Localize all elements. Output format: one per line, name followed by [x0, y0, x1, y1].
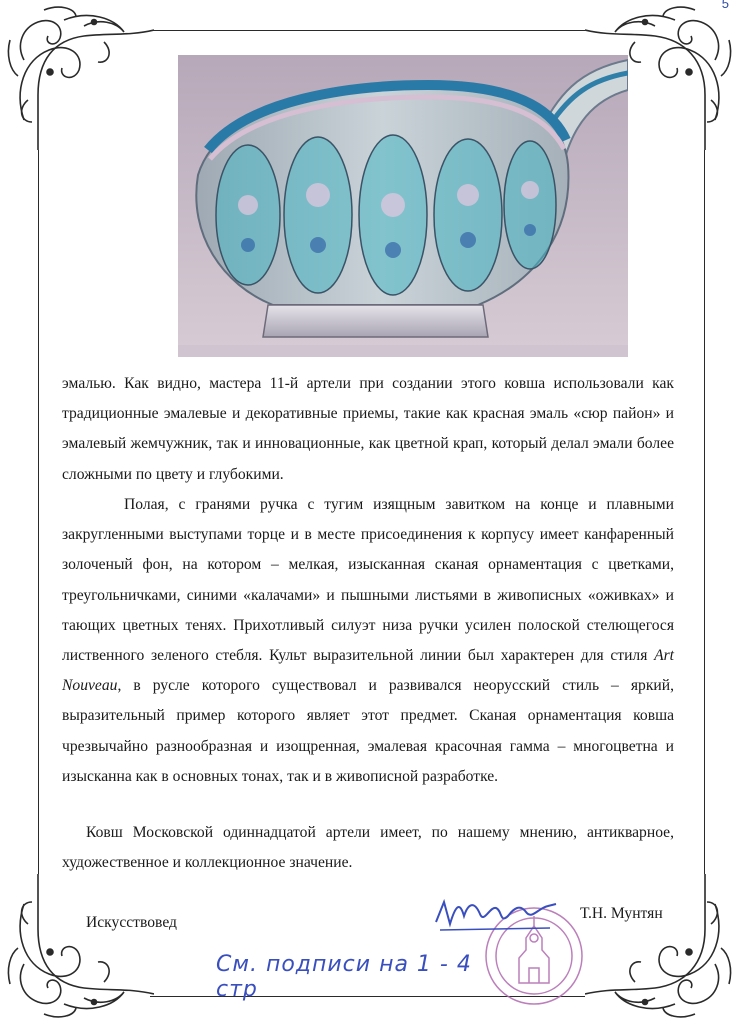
paragraph-2 — [62, 490, 674, 792]
handwritten-note: См. подписи на 1 - 4 стр — [216, 952, 472, 1002]
paragraph-3-text: Ковш Московской одиннадцатой артели имеет, по нашему мнению, антикварное, художественное и коллекционное значение. — [62, 824, 674, 872]
paragraph-1 — [62, 369, 674, 490]
ornament-corner-bottom-left — [4, 874, 154, 1024]
ornament-corner-top-left — [4, 0, 154, 150]
signer-name: Т.Н. Мунтян — [580, 905, 663, 922]
handwritten-signature — [430, 894, 560, 939]
style-name: Art Nouveau — [62, 647, 674, 695]
frame-top-line — [150, 30, 585, 31]
kovsh-photo — [178, 55, 628, 357]
frame-left-line — [38, 150, 39, 874]
paragraph-2-part2: , в русле которого существовал и развивался неорусский стиль – яркий, выразительный пример которого являет этот предмет. Сканая орнаментация ковша чрезвычайно разнообразная и изощренная, эмалевая красочная гамма – многоцветна и изысканна как в основных тонах, так и в живописной разработке. — [62, 677, 674, 785]
signer-role: Искусствовед — [86, 914, 177, 931]
page-mark: 5 — [721, 0, 729, 11]
frame-right-line — [704, 150, 705, 874]
paragraph-3 — [62, 818, 674, 878]
ornament-corner-bottom-right — [585, 874, 735, 1024]
paragraph-2-text — [62, 490, 674, 792]
paragraph-2-part1: Полая, с гранями ручка с тугим изящным завитком на конце и плавными закругленными выступами торце и в месте присоединения к корпусу имеет канфаренный золоченый фон, на котором – мелкая, изысканная сканая орнаментация с цветками, треугольничками, синими «калачами» и пышными листьями в живописных «оживках» и тающих цветных тенях. Прихотливый силуэт низа ручки усилен полоской стелющегося лиственного зеленого стебля. Культ выразительной линии был характерен для стиля — [62, 496, 674, 665]
paragraph-1-text: эмалью. Как видно, мастера 11-й артели при создании этого ковша использовали как традиционные эмалевые и декоративные приемы, такие как красная эмаль «сюр пайон» и эмалевый жемчужник, так и инновационные, как цветной крап, который делал эмали более сложными по цвету и глубокими. — [62, 375, 674, 483]
